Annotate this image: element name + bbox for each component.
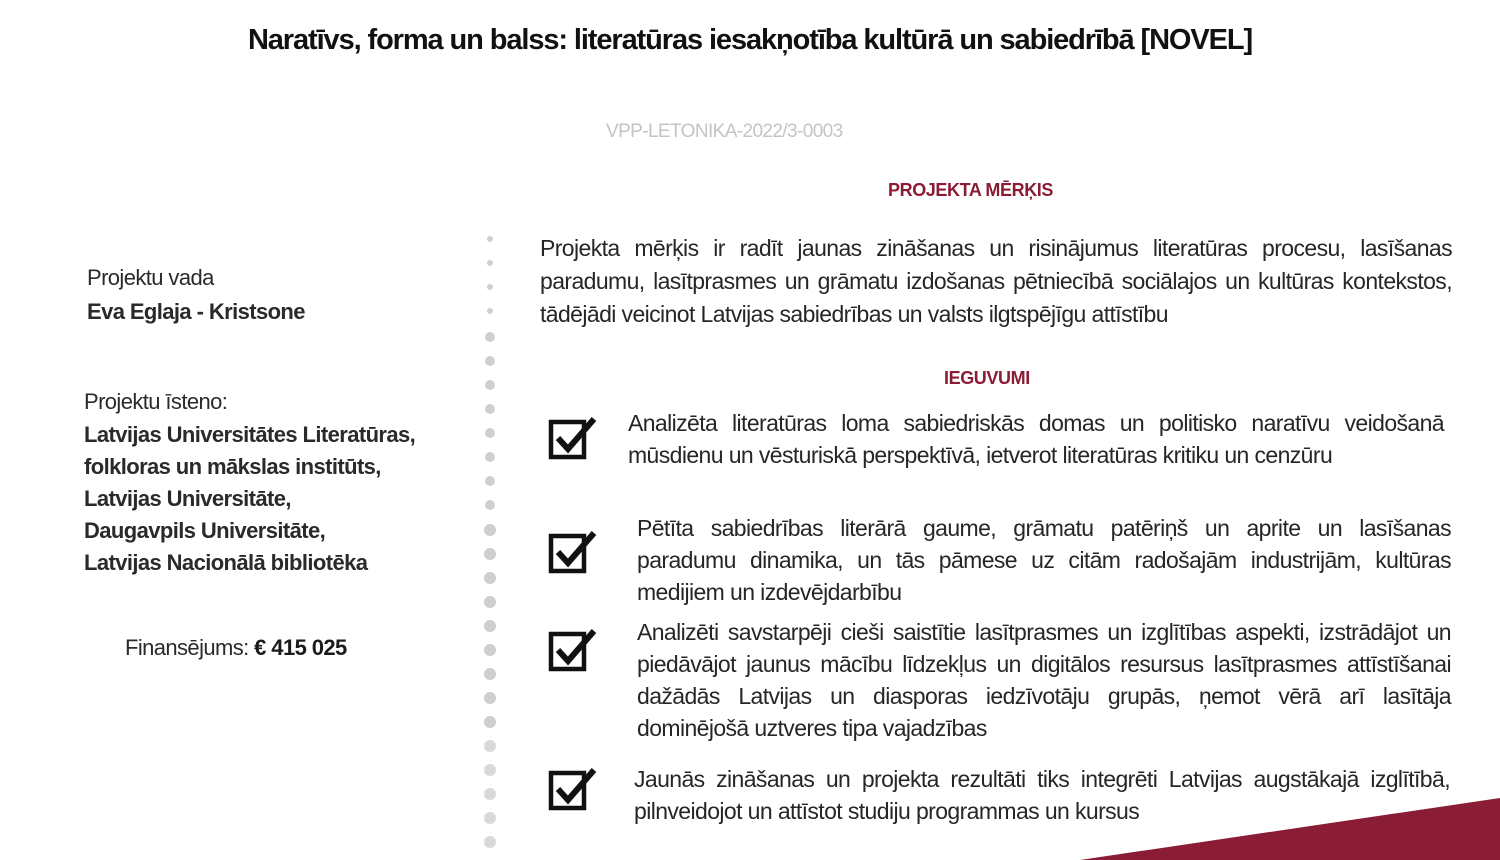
divider-dot: [484, 788, 496, 800]
implementer-item: Daugavpils Universitāte,: [84, 518, 326, 543]
divider-dot: [484, 620, 496, 632]
divider-dot: [485, 476, 495, 486]
benefits-heading: IEGUVUMI: [944, 368, 1030, 388]
checked-box-icon: [548, 626, 598, 674]
corner-decoration: [1080, 798, 1500, 860]
divider-dot: [484, 644, 496, 656]
implement-label: Projektu īsteno:: [84, 389, 228, 414]
divider-dot: [484, 836, 496, 848]
dotted-divider: [484, 236, 496, 856]
lead-name: Eva Eglaja - Kristsone: [87, 299, 305, 324]
divider-dot: [485, 332, 495, 342]
divider-dot: [485, 500, 495, 510]
divider-dot: [484, 716, 496, 728]
goal-text: Projekta mērķis ir radīt jaunas zināšanas un risinājumus literatūras procesu, lasīšanas paradumu, lasītprasmes un grāmatu izdošanas pētniecībā sociālajos un kultūras kontekstos, tādējādi veicinot Latvijas sabiedrības un valsts ilgtspējīgu attīstību: [540, 235, 1452, 327]
divider-dot: [485, 404, 495, 414]
benefit-text: Jaunās zināšanas un projekta rezultāti tiks integrēti Latvijas augstākajā izglītībā, pilnveidojot un attīstot studiju programmas un kursus: [634, 766, 1450, 824]
divider-dot: [484, 812, 496, 824]
implementer-item: folkloras un mākslas institūts,: [84, 454, 381, 479]
funding-label: Finansējums:: [125, 635, 249, 660]
funding-value: € 415 025: [254, 635, 347, 660]
divider-dot: [484, 764, 496, 776]
implementers-list: [84, 419, 415, 579]
implementer-item: Latvijas Nacionālā bibliotēka: [84, 550, 368, 575]
lead-label: Projektu vada: [87, 265, 214, 290]
divider-dot: [487, 236, 493, 242]
divider-dot: [484, 548, 496, 560]
checked-box-icon: [548, 528, 598, 576]
funding: [125, 632, 347, 664]
divider-dot: [485, 380, 495, 390]
divider-dot: [485, 428, 495, 438]
divider-dot: [485, 452, 495, 462]
divider-dot: [487, 308, 493, 314]
page-title: Naratīvs, forma un balss: literatūras iesakņotība kultūrā un sabiedrībā [NOVEL]: [247, 24, 1253, 56]
divider-dot: [487, 284, 493, 290]
benefit-text: Analizēta literatūras loma sabiedriskās domas un politisko naratīvu veidošanā mūsdienu un vēsturiskā perspektīvā, ietverot literatūras kritiku un cenzūru: [628, 410, 1444, 468]
divider-dot: [484, 692, 496, 704]
divider-dot: [485, 356, 495, 366]
divider-dot: [487, 260, 493, 266]
goal-heading: PROJEKTA MĒRĶIS: [888, 180, 1054, 200]
implementer-item: Latvijas Universitāte,: [84, 486, 291, 511]
divider-dot: [484, 740, 496, 752]
benefit-text: Pētīta sabiedrības literārā gaume, grāmatu patēriņš un aprite un lasīšanas paradumu dinamika, un tās pāmese uz citām radošajām industrijām, kultūras medijiem un izdevējdarbību: [637, 515, 1451, 605]
checked-box-icon: [548, 414, 598, 462]
benefit-text: Analizēti savstarpēji cieši saistītie lasītprasmes un izglītības aspekti, izstrādājot un piedāvājot jaunus mācību līdzekļus un digitālos resursus lasītprasmes attīstīšanai dažādās Latvijas un diasporas iedzīvotāju grupās, ņemot vērā arī lasītāja dominējošā uztveres tipa vajadzības: [637, 619, 1451, 741]
divider-dot: [484, 524, 496, 536]
checked-box-icon: [548, 765, 598, 813]
divider-dot: [484, 572, 496, 584]
project-code: VPP-LETONIKA-2022/3-0003: [606, 121, 843, 142]
implementer-item: Latvijas Universitātes Literatūras,: [84, 422, 416, 447]
divider-dot: [484, 596, 496, 608]
divider-dot: [484, 668, 496, 680]
